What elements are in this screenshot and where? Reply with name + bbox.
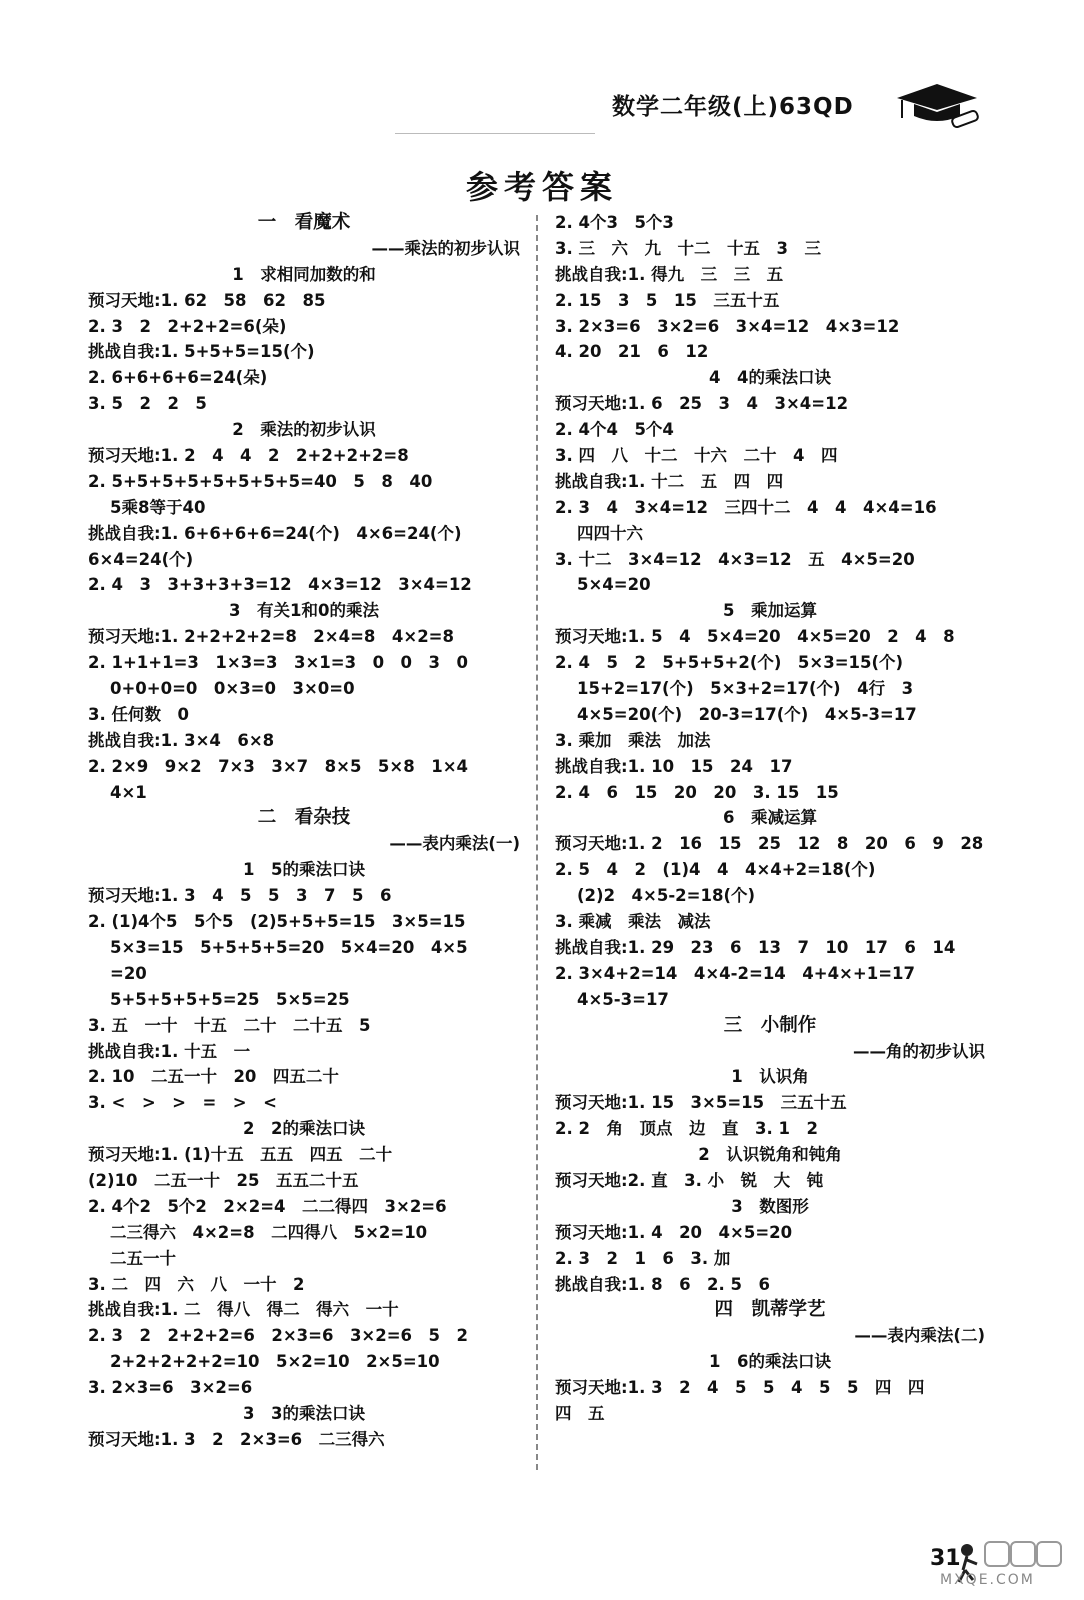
answer-line: 预习天地:1. 15 3×5=15 三五十五 [555, 1093, 847, 1113]
answer-line: 3. 5 2 2 5 [88, 394, 207, 414]
answer-line: 3. 乘减 乘法 减法 [555, 912, 711, 932]
answer-line: 挑战自我:1. 十二 五 四 四 [555, 471, 784, 491]
answer-line: 3. 2×3=6 3×2=6 [88, 1378, 253, 1398]
answer-line: 挑战自我:1. 5+5+5=15(个) [88, 342, 315, 362]
column-divider [536, 215, 538, 1470]
answer-line: 挑战自我:1. 十五 一 [88, 1041, 251, 1061]
answer-line: 四 五 [555, 1403, 605, 1423]
answer-line: 2. 15 3 5 15 三五十五 [555, 290, 780, 310]
answer-line: ——角的初步认识 [853, 1041, 985, 1061]
answer-line: ——乘法的初步认识 [371, 238, 520, 258]
answer-line: 5×4=20 [577, 575, 651, 595]
answer-line: 3. 任何数 0 [88, 704, 189, 724]
answer-line: 挑战自我:1. 3×4 6×8 [88, 730, 275, 750]
answer-line: 2. 2×9 9×2 7×3 3×7 8×5 5×8 1×4 [88, 756, 468, 776]
answer-line: 预习天地:1. 6 25 3 4 3×4=12 [555, 394, 849, 414]
answer-line: 3. 2×3=6 3×2=6 3×4=12 4×3=12 [555, 316, 900, 336]
answer-line: 5×3=15 5+5+5+5=20 5×4=20 4×5 [110, 937, 468, 957]
answer-line: 一 看魔术 [257, 212, 351, 233]
answer-line: 3. 二 四 六 八 一十 2 [88, 1274, 305, 1294]
answer-line: 2 乘法的初步认识 [232, 420, 376, 440]
answer-line: 预习天地:1. (1)十五 五五 四五 二十 [88, 1145, 393, 1165]
answer-line: 预习天地:1. 2 4 4 2 2+2+2+2=8 [88, 446, 409, 466]
answer-line: 15+2=17(个) 5×3+2=17(个) 4行 3 [577, 679, 914, 699]
answer-line: 2 2的乘法口诀 [243, 1119, 365, 1139]
page-title: 参考答案 [465, 168, 618, 206]
answer-line: 预习天地:1. 3 2 2×3=6 二三得六 [88, 1429, 385, 1449]
answer-line: 2. 10 二五一十 20 四五二十 [88, 1067, 339, 1087]
answer-line: 2. 4个2 5个2 2×2=4 二二得四 3×2=6 [88, 1196, 447, 1216]
answer-line: 4×5=20(个) 20-3=17(个) 4×5-3=17 [577, 704, 917, 724]
answer-line: 2. 4 5 2 5+5+5+2(个) 5×3=15(个) [555, 653, 904, 673]
answer-line: 5 乘加运算 [723, 601, 817, 621]
answer-line: 5+5+5+5+5=25 5×5=25 [110, 989, 350, 1009]
answer-line: 4×1 [110, 782, 147, 802]
answer-line: 挑战自我:1. 6+6+6+6=24(个) 4×6=24(个) [88, 523, 462, 543]
answer-line: 预习天地:1. 2+2+2+2=8 2×4=8 4×2=8 [88, 627, 454, 647]
answer-line: 1 求相同加数的和 [232, 264, 376, 284]
answer-line: 预习天地:1. 2 16 15 25 12 8 20 6 9 28 [555, 834, 984, 854]
answer-line: 2. 2 角 顶点 边 直 3. 1 2 [555, 1119, 818, 1139]
answer-line: 3 3的乘法口诀 [243, 1403, 365, 1423]
answer-line: 2. 3×4+2=14 4×4-2=14 4+4×+1=17 [555, 963, 915, 983]
answer-line: 三 小制作 [723, 1014, 817, 1036]
answer-line: 2. 1+1+1=3 1×3=3 3×1=3 0 0 3 0 [88, 653, 468, 673]
answer-line: 四 凯蒂学艺 [714, 1299, 826, 1321]
answer-line: 2. 4个4 5个4 [555, 420, 674, 440]
answer-line: 预习天地:1. 3 4 5 5 3 7 5 6 [88, 886, 392, 906]
answer-line: 1 5的乘法口诀 [243, 860, 365, 880]
answer-line: 2 认识锐角和钝角 [698, 1145, 842, 1165]
answer-line: 预习天地:1. 3 2 4 5 5 4 5 5 四 四 [555, 1378, 925, 1398]
answer-line: 0+0+0=0 0×3=0 3×0=0 [110, 679, 355, 699]
answer-line: 1 认识角 [731, 1067, 809, 1087]
answer-line: ——表内乘法(一) [389, 834, 520, 854]
answer-line: 挑战自我:1. 二 得八 得二 得六 一十 [88, 1300, 399, 1320]
graduation-cap-icon [892, 78, 982, 130]
decorative-line [395, 133, 595, 134]
answer-line: 挑战自我:1. 29 23 6 13 7 10 17 6 14 [555, 937, 956, 957]
answer-line: 挑战自我:1. 10 15 24 17 [555, 756, 793, 776]
answer-line: 二 看杂技 [257, 807, 351, 829]
answer-line: =20 [110, 963, 147, 983]
answer-line: 3. 三 六 九 十二 十五 3 三 [555, 238, 821, 258]
answer-line: 预习天地:2. 直 3. 小 锐 大 钝 [555, 1170, 824, 1190]
answer-line: 预习天地:1. 5 4 5×4=20 4×5=20 2 4 8 [555, 627, 955, 647]
answer-line: 二五一十 [110, 1248, 176, 1268]
answer-line: 2. 3 2 2+2+2=6 2×3=6 3×2=6 5 2 [88, 1326, 468, 1346]
answer-line: 2. 5 4 2 (1)4 4 4×4+2=18(个) [555, 860, 876, 880]
answer-line: 3 有关1和0的乘法 [229, 601, 379, 621]
answer-line: 2+2+2+2+2=10 5×2=10 2×5=10 [110, 1352, 440, 1372]
watermark-text: MXQE.COM [940, 1572, 1035, 1588]
answer-line: 挑战自我:1. 得九 三 三 五 [555, 264, 784, 284]
answer-line: 2. 6+6+6+6=24(朵) [88, 368, 268, 388]
answer-line: 3. 十二 3×4=12 4×3=12 五 4×5=20 [555, 549, 915, 569]
answer-line: 1 6的乘法口诀 [709, 1352, 831, 1372]
answer-line: 2. 4个3 5个3 [555, 213, 674, 232]
answer-line: ——表内乘法(二) [854, 1326, 985, 1346]
answer-line: 四四十六 [577, 523, 643, 543]
left-column [88, 210, 520, 1453]
right-column [555, 210, 985, 1427]
answer-line: 预习天地:1. 4 20 4×5=20 [555, 1222, 793, 1242]
answer-line: 2. 3 2 2+2+2=6(朵) [88, 316, 287, 336]
answer-line: 4. 20 21 6 12 [555, 342, 709, 362]
answer-line: 3. < > > = > < [88, 1093, 277, 1113]
answer-line: 4 4的乘法口诀 [709, 368, 831, 388]
answer-line: 3 数图形 [731, 1196, 809, 1216]
answer-line: (2)2 4×5-2=18(个) [577, 886, 756, 906]
answer-line: 3. 四 八 十二 十六 二十 4 四 [555, 446, 838, 466]
answer-line: 3. 乘加 乘法 加法 [555, 730, 711, 750]
answer-line: 3. 五 一十 十五 二十 二十五 5 [88, 1015, 371, 1035]
answer-line: 2. 4 3 3+3+3+3=12 4×3=12 3×4=12 [88, 575, 472, 595]
answer-line: 6 乘减运算 [723, 808, 817, 828]
answer-line: 2. 3 2 1 6 3. 加 [555, 1248, 731, 1268]
answer-line: 二三得六 4×2=8 二四得八 5×2=10 [110, 1222, 428, 1242]
answer-line: 2. (1)4个5 5个5 (2)5+5+5=15 3×5=15 [88, 912, 466, 932]
book-title: 数学二年级(上)63QD [612, 94, 854, 120]
answer-line: 2. 5+5+5+5+5+5+5+5=40 5 8 40 [88, 471, 433, 491]
answer-line: 6×4=24(个) [88, 549, 194, 569]
page-number: 31 [930, 1546, 961, 1571]
answer-line: 4×5-3=17 [577, 989, 669, 1009]
answer-line: 挑战自我:1. 8 6 2. 5 6 [555, 1274, 771, 1294]
answer-line: 2. 4 6 15 20 20 3. 15 15 [555, 782, 839, 802]
answer-line: 预习天地:1. 62 58 62 85 [88, 290, 326, 310]
answer-line: 2. 3 4 3×4=12 三四十二 4 4 4×4=16 [555, 497, 937, 517]
answer-line: 5乘8等于40 [110, 497, 206, 517]
answer-line: (2)10 二五一十 25 五五二十五 [88, 1170, 359, 1190]
